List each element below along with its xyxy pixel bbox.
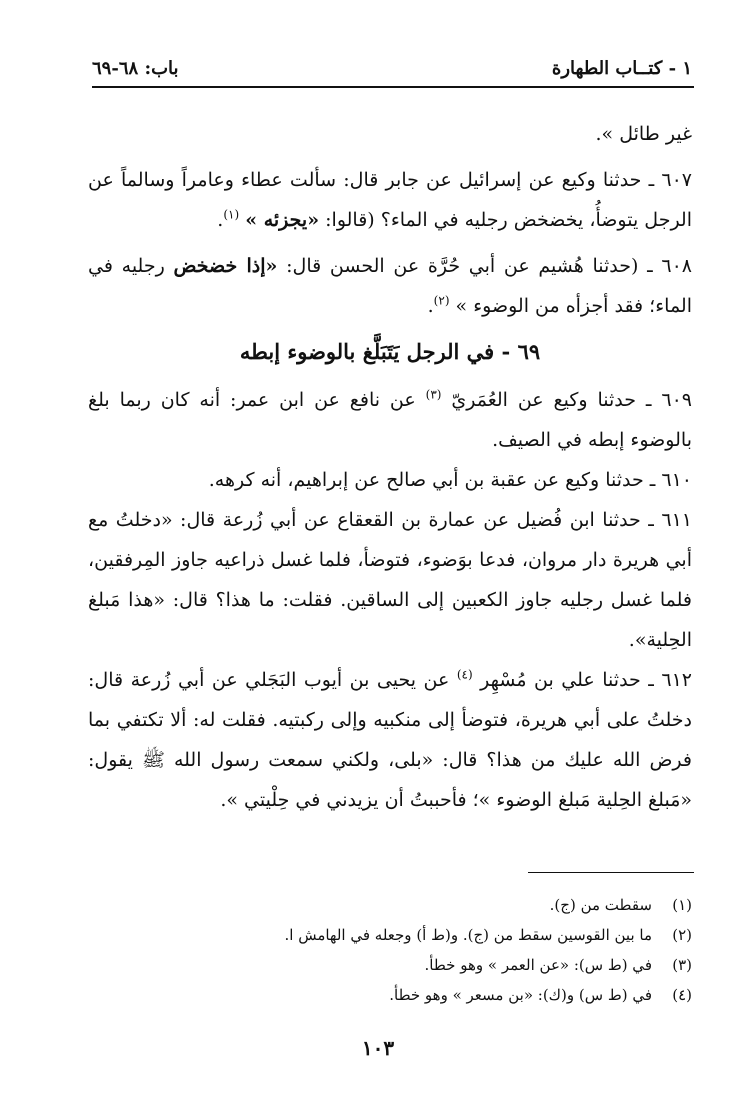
footnotes — [88, 890, 692, 1010]
hadith-611 — [88, 500, 692, 660]
footnote-ref: (٣) — [425, 387, 442, 402]
footnote-item — [88, 920, 692, 950]
paragraph-text: غير طائل ». — [595, 123, 692, 145]
footnote-ref: (٢) — [433, 293, 450, 308]
paragraph-continuation — [88, 114, 692, 154]
running-header — [92, 52, 692, 84]
footnote-text: سقطت من (ج). — [549, 896, 652, 914]
paragraph-text: ٦١١ ـ حدثنا ابن فُضيل عن عمارة بن القعقاع عن أبي زُرعة قال: «دخلتُ مع أبي هريرة دار مروان، فدعا بوَضوء، فتوضأ، فلما غسل ذراعيه جاوز المِرفقين، فلما غسل رجليه جاوز الكعبين إلى الساقين. فقلت: ما هذا؟ قال: «هذا مَبلغ الحِلية». — [88, 509, 692, 651]
header-rule — [92, 86, 694, 88]
footnote-ref: (٤) — [456, 667, 473, 682]
paragraph-end: . — [217, 209, 224, 231]
hadith-610 — [88, 460, 692, 500]
hadith-608 — [88, 246, 692, 326]
hadith-609 — [88, 380, 692, 460]
paragraph-end: . — [427, 295, 434, 317]
footnote-rule — [528, 872, 694, 873]
chapter-range: باب: ٦٨-٦٩ — [92, 57, 179, 79]
chapter-heading: ٦٩ - في الرجل يَتَبَلَّغ بالوضوء إبطه — [239, 339, 541, 364]
paragraph-text-2: عن يحيى بن أيوب البَجَلي عن أبي زُرعة قال: دخلتُ على أبي هريرة، فتوضأ إلى منكبيه وإلى ركبتيه. فقلت له: ألا تكتفي بما فرض الله عليك من هذا؟ قال: «بلى، ولكني سمعت رسول الله ﷺ يقول: «مَبلغ الحِلية مَبلغ الوضوء »؛ فأحببتُ أن يزيدني في حِلْيتي ». — [88, 669, 692, 811]
page-number: ١٠٣ — [361, 1036, 395, 1060]
footnote-item — [88, 950, 692, 980]
hadith-612 — [88, 660, 692, 820]
paragraph-text-2: عن نافع عن ابن عمر: أنه كان ربما بلغ بالوضوء إبطه في الصيف. — [88, 389, 692, 451]
quote-text: «إذا خضخض — [173, 255, 278, 277]
main-text — [88, 114, 692, 820]
footnote-number: (٢) — [672, 926, 692, 944]
footnote-number: (١) — [672, 896, 692, 914]
paragraph-text-2: رجليه في الماء؛ فقد أجزأه من الوضوء » — [88, 255, 692, 317]
paragraph-text: ٦٠٨ ـ (حدثنا هُشيم عن أبي حُرَّة عن الحسن قال: — [277, 255, 692, 277]
paragraph-text: ٦١٠ ـ حدثنا وكيع عن عقبة بن أبي صالح عن إبراهيم، أنه كرهه. — [208, 469, 692, 491]
quote-text: «يجزئه » — [245, 209, 320, 231]
footnote-ref: (١) — [223, 207, 240, 222]
paragraph-text: ٦١٢ ـ حدثنا علي بن مُسْهِر — [472, 669, 692, 691]
hadith-607 — [88, 160, 692, 240]
footnote-item — [88, 890, 692, 920]
footnote-text: في (ط س): «عن العمر » وهو خطأ. — [424, 956, 652, 974]
footnote-item — [88, 980, 692, 1010]
paragraph-text: ٦٠٩ ـ حدثنا وكيع عن العُمَريّ — [441, 389, 692, 411]
footnote-number: (٤) — [672, 986, 692, 1004]
footnote-text: في (ط س) و(ك): «بن مسعر » وهو خطأ. — [389, 986, 652, 1004]
footnote-text: ما بين القوسين سقط من (ج). و(ط أ) وجعله في الهامش ا. — [284, 926, 652, 944]
footnote-number: (٣) — [672, 956, 692, 974]
paragraph-text: ٦٠٧ ـ حدثنا وكيع عن إسرائيل عن جابر قال: سألت عطاء وعامراً وسالماً عن الرجل يتوضأُ، يخضخض رجليه في الماء؟ (قالوا: — [88, 169, 692, 231]
book-title: ١ - كتــاب الطهارة — [551, 57, 692, 79]
